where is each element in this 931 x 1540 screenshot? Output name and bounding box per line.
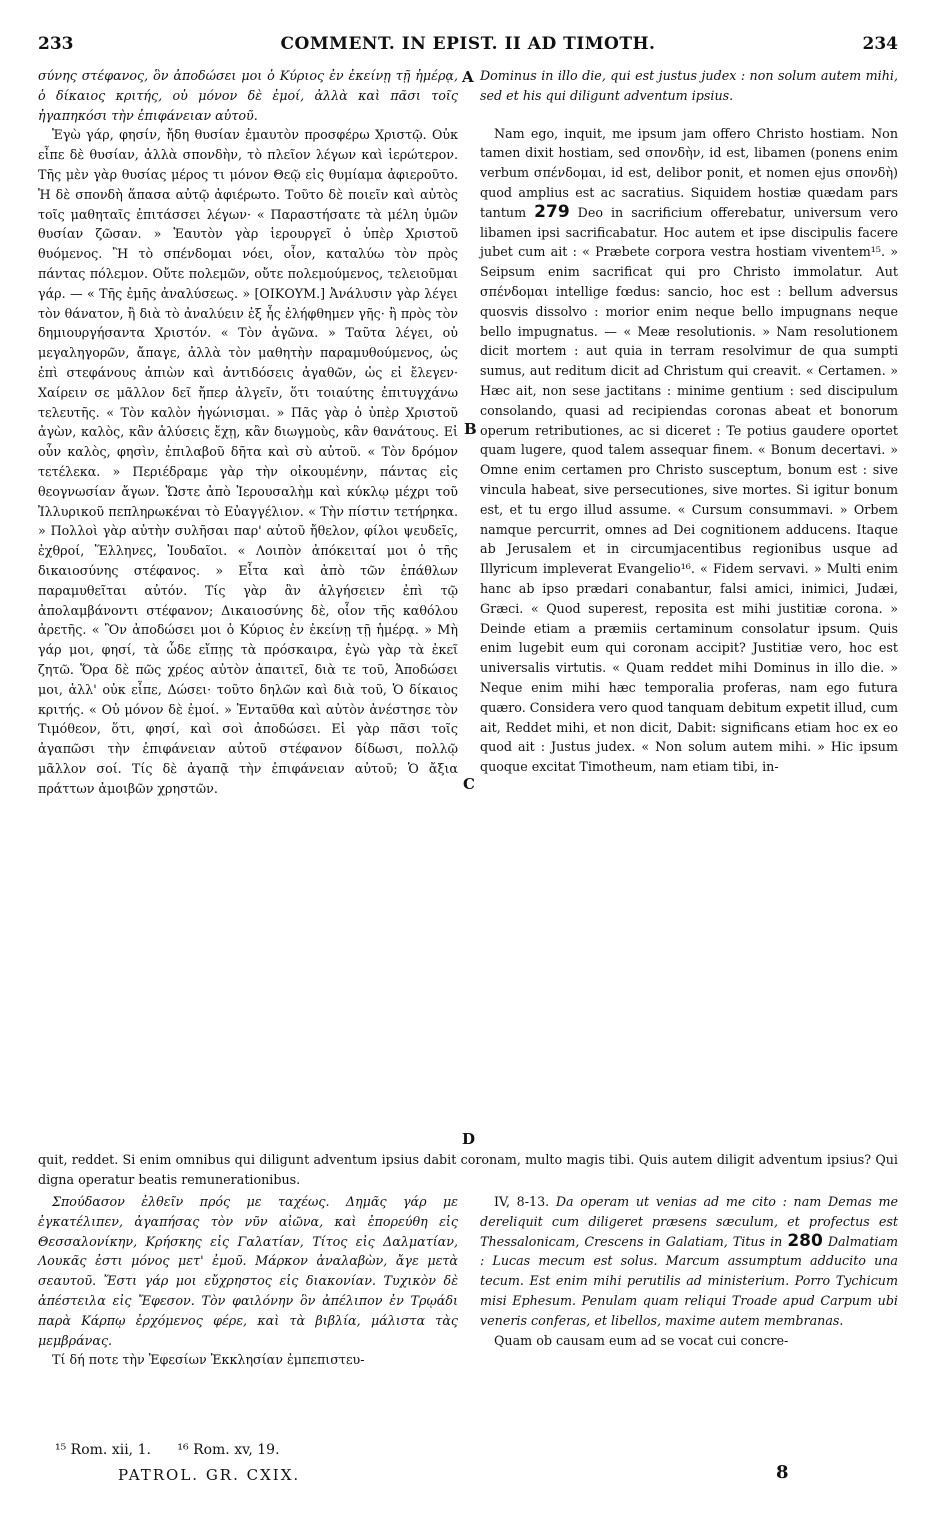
footnotes (55, 1442, 302, 1458)
running-title: COMMENT. IN EPIST. II AD TIMOTH. (280, 34, 656, 54)
latin-commentary-text (480, 124, 898, 777)
footnote-16: ¹⁶ Rom. xv, 19. (177, 1442, 280, 1458)
page-number-right: 234 (862, 34, 898, 54)
verse-reference: IV, 8-13. (494, 1194, 550, 1209)
greek-commentary-text: Ἐγὼ γάρ, φησίν, ἤδη θυσίαν ἐμαυτὸν προσφέρω Χριστῷ. Οὐκ εἶπε δὲ θυσίαν, ἀλλὰ σπονδὴν, τὸ πλεῖον λέγων καὶ ἱερώτερον. Τῆς μὲν γὰρ θυσίας μέρος τι μόνον Θεῷ εἰς θυμίαμα ἀφιεροῦτο. Ἡ δὲ σπονδὴ ἅπασα αὐτῷ ἀφιέρωτο. Τοῦτο δὲ ποιεῖν καὶ αὐτὸς τοῖς μαθηταῖς ἐπιτάσσει λέγων· « Παραστήσατε τὰ μέλη ὑμῶν θυσίαν ζῶσαν. » Ἑαυτὸν γὰρ ἱερουργεῖ ὁ ὑπὲρ Χριστοῦ θυόμενος. Ἢ τὸ σπένδομαι νόει, οἷον, καταλύω τὸν πρὸς πάντας πόλεμον. Οὔτε πολεμῶν, οὔτε πολεμούμενος, τελειοῦμαι γάρ. — « Τῆς ἐμῆς ἀναλύσεως. » [ΟΙΚΟΥΜ.] Ἀνάλυσιν γὰρ λέγει τὸν θάνατον, ἢ διὰ τὸ ἀναλύειν ἐξ ἧς ἐλήφθημεν γῆς· ἢ πρὸς τὸν δημιουργήσαντα Χριστόν. « Τὸν ἀγῶνα. » Ταῦτα λέγει, οὐ μεγαληγορῶν, ἄπαγε, ἀλλὰ τὸν μαθητὴν παραμυθούμενος, ὡς ἐπὶ στεφάνους ἀπιὼν καὶ ἀντιδόσεις ἀγαθῶν, ὡς εἰ ἔλεγεν· Χαίρειν σε μᾶλλον δεῖ ἤπερ ἀλγεῖν, ὅτι τοιαύτης ἐπιτυγχάνω τελευτῆς. « Τὸν καλὸν ἠγώνισμαι. » Πᾶς γὰρ ὁ ὑπὲρ Χριστοῦ ἀγὼν, καλὸς, κἂν ἁλύσεις ἔχῃ, κἂν διωγμοὺς, κἂν θανάτους. Εἰ οὖν καλὸς, φησὶν, ἐπιλαβοῦ δῆτα καὶ σὺ αὐτοῦ. « Τὸν δρόμον τετέλεκα. » Περιέδραμε γὰρ τὴν οἰκουμένην, πάντας εἰς θεογνωσίαν ἄγων. Ὥστε ἀπὸ Ἱερουσαλὴμ καὶ κύκλῳ μέχρι τοῦ Ἰλλυρικοῦ πεπληρωκέναι τὸ Εὐαγγέλιον. « Τὴν πίστιν τετήρηκα. » Πολλοὶ γὰρ αὐτὴν συλῆσαι παρ' αὐτοῦ ἤθελον, φίλοι ψευδεῖς, ἐχθροί, Ἕλληνες, Ἰουδαῖοι. « Λοιπὸν ἀπόκειταί μοι ὁ τῆς δικαιοσύνης στέφανος. » Εἶτα καὶ ἀπὸ τῶν ἐπάθλων παραμυθεῖται αὐτόν. Τίς γὰρ ἂν ἀλγήσειεν ἐπὶ τῷ ἀπολαμβάνοντι στέφανον; Δικαιοσύνης δὲ, οἷον τῆς καθόλου ἀρετῆς. « Ὃν ἀποδώσει μοι ὁ Κύριος ἐν ἐκείνῃ τῇ ἡμέρᾳ. » Μὴ γάρ μοι, φησί, τὰ ὧδε εἴπῃς τὰ πρόσκαιρα, ἐγὼ γὰρ τὰ ἐκεῖ ζητῶ. Ὅρα δὲ πῶς χρέος αὐτὸν ἀπαιτεῖ, διὰ τε τοῦ, Ἀποδώσει μοι, ἀλλ' οὐκ εἶπε, Δώσει· τοῦτο δηλῶν καὶ διὰ τοῦ, Ὁ δίκαιος κριτής. « Οὐ μόνον δὲ ἐμοί. » Ἐνταῦθα καὶ αὐτὸν ἀνέστησε τὸν Τιμόθεον, ὅτι, φησί, καὶ σοὶ ἀποδώσει. Εἰ γὰρ πᾶσι τοῖς ἀγαπῶσι τὴν ἐπιφάνειαν αὐτοῦ στέφανον δίδωσι, πολλῷ μᾶλλον σοί. Τίς δὲ ἀγαπᾷ τὴν ἐπιφάνειαν αὐτοῦ; Ὁ ἄξια πράττων ἀμοιβῶν χρηστῶν. (38, 127, 458, 796)
latin-lemma-column (480, 1192, 898, 1350)
latin-text-part-1: Nam ego, inquit, me ipsum jam offero Christo hostiam. Non tamen dixit hostiam, sed σπονδὴν, id est, libamen (ponens enim verbum σπένδομαι, id est, delibor ponit, et nomen ejus σπονδὴ) quod amplius est ac sacratius. Siquidem hostiæ quædam pars tantum (480, 125, 898, 220)
latin-lemma-continued: Dominus in illo die, qui est justus judex : non solum autem mihi, sed et his qui diligunt adventum ipsius. (480, 68, 898, 103)
greek-lemma: Σπούδασον ἐλθεῖν πρός με ταχέως. Δημᾶς γάρ με ἐγκατέλιπεν, ἀγαπήσας τὸν νῦν αἰῶνα, καὶ ἐπορεύθη εἰς Θεσσαλονίκην, Κρήσκης εἰς Γαλατίαν, Τίτος εἰς Δαλματίαν, Λουκᾶς ἐστι μόνος μετ' ἐμοῦ. Μάρκον ἀναλαβὼν, ἄγε μετὰ σεαυτοῦ. Ἔστι γάρ μοι εὔχρηστος εἰς διακονίαν. Τυχικὸν δὲ ἀπέστειλα εἰς Ἔφεσον. Τὸν φαιλόνην ὃν ἀπέλιπον ἐν Τρῳάδι παρὰ Κάρπῳ ἐρχόμενος φέρε, καὶ τὰ βιβλία, μάλιστα τὰς μεμβράνας. (38, 1194, 458, 1348)
latin-commentary-start: Quam ob causam eum ad se vocat cui concre- (494, 1332, 789, 1348)
latin-text-part-2: Deo in sacrificium offerebatur, universum vero libamen ipsi sacrificabatur. Hoc autem et ipse discipulis facere jubet cum ait : « Præbete corpora vestra hostiam viventem¹⁵. » Seipsum enim sacrificat qui pro Christo immolatur. Aut σπένδομαι intellige fœdus: sancio, hoc est : bellum adversus quosvis dissolvo : morior enim neque bello impugnans neque bello impugnatus. — « Meæ resolutionis. » Nam resolutionem dicit mortem : aut quia in terram resolvimur de qua sumpti sumus, aut reditum dicit ad Christum qui creavit. « Certamen. » Hæc ait, non sese jactitans : minime gentium : sed discipulum consolando, quasi ad recipiendas coronas abeat et bonorum operum retributiones, ac si diceret : Te potius gaudere oportet quam lugere, quod talem assequar finem. « Bonum decertavi. » Omne enim certamen pro Christo susceptum, bonum est : sive vincula habeat, sive persecutiones, sive mortes. Si igitur bonum est, et tu ergo illud assume. « Cursum consummavi. » Orbem namque percurrit, omnes ad Dei cognitionem adducens. Itaque ab Jerusalem et in circumjacentibus regionibus usque ad Illyricum impleverat Evangelio¹⁶. « Fidem servavi. » Multi enim hanc ab ipso prædari conabantur, falsi amici, inimici, Judæi, Græci. « Quod superest, reposita est mihi justitiæ corona. » Deinde etiam a præmiis certaminum consolatur ipsum. Quis enim lugebit eum qui coronam accipit? Justitiæ vero, hoc est universalis virtutis. « Quam reddet mihi Dominus in illo die. » Neque enim mihi hæc temporalia proferas, nam ego futura quæro. Considera vero quod tanquam debitum expetit illud, cum ait, Reddet mihi, et non dicit, Dabit: significans etiam hoc ex eo quod ait : Justus judex. « Non solum autem mihi. » Hic ipsum quoque excitat Timotheum, nam etiam tibi, in- (480, 204, 898, 775)
series-signature: PATROL. GR. CXIX. (118, 1466, 301, 1484)
column-number-279: 279 (534, 201, 570, 222)
gathering-signature: 8 (776, 1462, 789, 1483)
greek-lemma-continued: σύνης στέφανος, ὃν ἀποδώσει μοι ὁ Κύριος ἐν ἐκείνῃ τῇ ἡμέρᾳ, ὁ δίκαιος κριτής, οὐ μόνον δὲ ἐμοί, ἀλλὰ καὶ πᾶσι τοῖς ἠγαπηκόσι τὴν ἐπιφάνειαν αὐτοῦ. (38, 68, 458, 123)
section-marker-a: A (462, 68, 474, 86)
latin-translation-column (480, 66, 898, 777)
latin-lemma (480, 1192, 898, 1331)
section-marker-d: D (462, 1130, 476, 1148)
section-marker-b: B (464, 420, 477, 438)
latin-lemma-part-1: Da operam ut venias ad me cito : nam Demas me dereliquit cum diligeret præsens sæculum, et profectus est Thessalonicam, Crescens in Galatiam, Titus in (480, 1194, 898, 1249)
latin-lemma-part-2: Dalmatiam : Lucas mecum est solus. Marcum assumptum adducito una tecum. Est enim mihi perutilis ad ministerium. Porro Tychicum misi Ephesum. Penulam quam reliqui Troade apud Carpum ubi veneris conferas, et libellos, maxime autem membranas. (480, 1233, 898, 1328)
footnote-15: ¹⁵ Rom. xii, 1. (55, 1442, 151, 1458)
running-header (38, 34, 898, 58)
section-marker-c: C (463, 775, 475, 793)
column-number-280: 280 (787, 1230, 823, 1251)
page-number-left: 233 (38, 34, 74, 54)
greek-commentary-column (38, 66, 458, 798)
greek-lemma-column (38, 1192, 458, 1370)
fullwidth-paragraph: quit, reddet. Si enim omnibus qui diligunt adventum ipsius dabit coronam, multo magis tibi. Quis autem diligit adventum ipsius? Qui digna operatur beatis remunerationibus. (38, 1152, 898, 1187)
greek-commentary-start: Τί δή ποτε τὴν Ἐφεσίων Ἐκκλησίαν ἐμπεπιστευ- (52, 1352, 365, 1368)
fullwidth-text (38, 1150, 898, 1190)
